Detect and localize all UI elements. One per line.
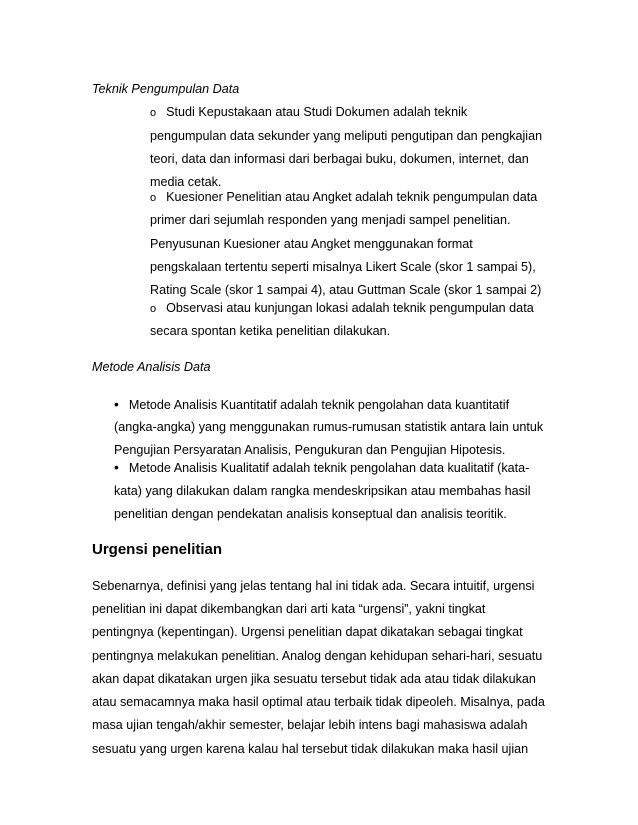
list-item-text: Metode Analisis Kuantitatif adalah teknik pengolahan data kuantitatif <box>128 398 510 412</box>
list-item-text: Studi Kepustakaan atau Studi Dokumen adalah teknik <box>166 105 468 119</box>
paragraph-line: pentingnya melakukan penelitian. Analog dengan kehidupan sehari-hari, sesuatu <box>92 649 543 663</box>
list-item-text: pengskalaan tertentu seperti misalnya Likert Scale (skor 1 sampai 5), <box>150 260 536 274</box>
list-item-text: Metode Analisis Kualitatif adalah teknik pengolahan data kualitatif (kata- <box>128 461 530 475</box>
list-item-text: kata) yang dilakukan dalam rangka mendeskripsikan atau membahas hasil <box>114 484 531 498</box>
list-item-text: media cetak. <box>150 175 222 189</box>
list-item-text: pengumpulan data sekunder yang meliputi pengutipan dan pengkajian <box>150 129 543 143</box>
section-heading-urgensi: Urgensi penelitian <box>92 541 223 558</box>
section-title-teknik: Teknik Pengumpulan Data <box>92 82 240 96</box>
list-item-text: Rating Scale (skor 1 sampai 4), atau Guttman Scale (skor 1 sampai 2) <box>150 283 542 297</box>
section-title-metode: Metode Analisis Data <box>92 360 211 374</box>
list-item-text: (angka-angka) yang menggunakan rumus-rumusan statistik antara lain untuk <box>114 420 544 434</box>
paragraph-line: masa ujian tengah/akhir semester, belajar lebih intens bagi mahasiswa adalah <box>92 718 528 732</box>
list-item-text: primer dari sejumlah responden yang menjadi sampel penelitian. <box>150 213 511 227</box>
bullet-icon: • <box>114 459 119 475</box>
paragraph-line: atau semacamnya maka hasil optimal atau terbaik tidak dipeoleh. Misalnya, pada <box>92 695 545 709</box>
paragraph-line: penelitian ini dapat dikembangkan dari arti kata “urgensi”, yakni tingkat <box>92 602 486 616</box>
circle-bullet-icon: o <box>150 192 157 204</box>
list-item-text: Observasi atau kunjungan lokasi adalah teknik pengumpulan data <box>166 301 534 315</box>
list-item-text: Pengujian Persyaratan Analisis, Pengukuran dan Pengujian Hipotesis. <box>114 443 506 457</box>
circle-bullet-icon: o <box>150 107 157 119</box>
circle-bullet-icon: o <box>150 303 157 315</box>
paragraph-line: Sebenarnya, definisi yang jelas tentang hal ini tidak ada. Secara intuitif, urgensi <box>92 579 535 593</box>
paragraph-line: pentingnya (kepentingan). Urgensi penelitian dapat dikatakan sebagai tingkat <box>92 625 523 639</box>
list-item-text: Penyusunan Kuesioner atau Angket menggunakan format <box>150 237 473 251</box>
list-item-text: secara spontan ketika penelitian dilakukan. <box>150 324 391 338</box>
list-item-text: Kuesioner Penelitian atau Angket adalah teknik pengumpulan data <box>166 190 538 204</box>
list-item-text: penelitian dengan pendekatan analisis konseptual dan analisis teoritik. <box>114 507 507 521</box>
list-item-text: teori, data dan informasi dari berbagai buku, dokumen, internet, dan <box>150 152 529 166</box>
paragraph-line: akan dapat dikatakan urgen jika sesuatu tersebut tidak ada atau tidak dilakukan <box>92 672 536 686</box>
bullet-icon: • <box>114 396 119 412</box>
paragraph-line: sesuatu yang urgen karena kalau hal tersebut tidak dilakukan maka hasil ujian <box>92 742 529 756</box>
